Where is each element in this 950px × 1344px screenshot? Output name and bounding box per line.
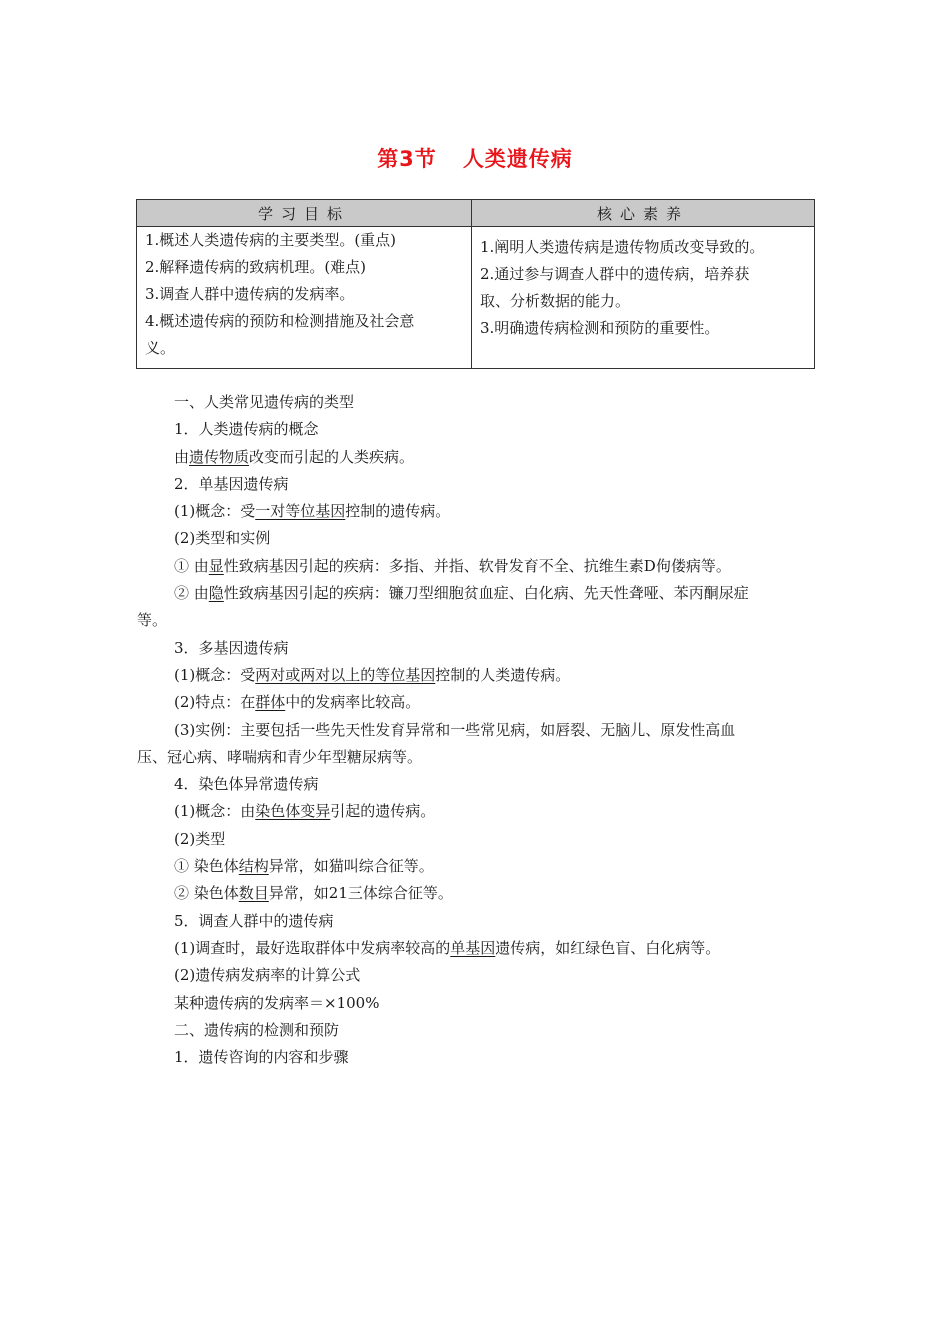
answer-blank: 单基因 [450, 938, 496, 957]
paragraph: 由遗传物质改变而引起的人类疾病。 [174, 447, 415, 466]
section-number: 第3节 [377, 147, 437, 171]
paragraph: (2)类型和实例 [174, 529, 271, 548]
learning-goal: 4.概述遗传病的预防和检测措施及社会意 [145, 312, 415, 330]
paragraph: (2)类型 [174, 829, 226, 848]
subheading: 3．多基因遗传病 [174, 638, 289, 657]
core-literacy-item: 3.明确遗传病检测和预防的重要性。 [480, 319, 720, 337]
subheading: 1．人类遗传病的概念 [174, 420, 319, 439]
answer-blank: 染色体变异 [255, 802, 331, 821]
paragraph: (1)概念：受一对等位基因控制的遗传病。 [174, 502, 451, 521]
paragraph: (1)概念：由染色体变异引起的遗传病。 [174, 802, 436, 821]
answer-blank: 遗传物质 [189, 447, 250, 466]
answer-blank: 数目 [238, 884, 269, 903]
paragraph-continuation: 等。 [137, 611, 168, 630]
formula: 某种遗传病的发病率＝×100% [174, 993, 380, 1012]
page-title [0, 143, 950, 173]
paragraph: (2)遗传病发病率的计算公式 [174, 966, 361, 985]
paragraph: ② 染色体数目异常，如21三体综合征等。 [174, 884, 453, 903]
section-heading: 一、人类常见遗传病的类型 [174, 393, 355, 411]
learning-goals-cell [137, 227, 472, 369]
answer-blank: 隐 [208, 584, 224, 603]
section-heading: 二、遗传病的检测和预防 [174, 1020, 340, 1039]
paragraph: ② 由隐性致病基因引起的疾病：镰刀型细胞贫血症、白化病、先天性聋哑、苯丙酮尿症 [174, 584, 749, 603]
main-content [137, 389, 817, 1071]
paragraph: ① 染色体结构异常，如猫叫综合征等。 [174, 857, 434, 876]
answer-blank: 群体 [255, 693, 286, 712]
answer-blank: 一对等位基因 [255, 502, 346, 521]
paragraph: ① 由显性致病基因引起的疾病：多指、并指、软骨发育不全、抗维生素D佝偻病等。 [174, 556, 731, 575]
learning-goal: 3.调查人群中遗传病的发病率。 [145, 285, 355, 303]
core-literacy-header: 核心素养 [472, 200, 815, 227]
core-literacy-item: 2.通过参与调查人群中的遗传病，培养获 [480, 265, 750, 283]
subheading: 5．调查人群中的遗传病 [174, 911, 334, 930]
paragraph: (1)调查时，最好选取群体中发病率较高的单基因遗传病，如红绿色盲、白化病等。 [174, 938, 721, 957]
learning-goal: 2.解释遗传病的致病机理。(难点) [145, 258, 367, 276]
learning-goals-header: 学习目标 [137, 200, 472, 227]
answer-blank: 结构 [238, 857, 269, 876]
core-literacy-cell [472, 227, 815, 369]
answer-blank: 显 [208, 556, 224, 575]
section-title: 人类遗传病 [462, 147, 573, 171]
goals-table [136, 199, 815, 369]
paragraph-continuation: 压、冠心病、哮喘病和青少年型糖尿病等。 [137, 747, 423, 766]
paragraph: (1)概念：受两对或两对以上的等位基因控制的人类遗传病。 [174, 665, 571, 684]
subheading: 1．遗传咨询的内容和步骤 [174, 1048, 349, 1067]
paragraph: (2)特点：在群体中的发病率比较高。 [174, 693, 421, 712]
subheading: 2．单基因遗传病 [174, 474, 289, 493]
answer-blank: 两对或两对以上的等位基因 [255, 665, 436, 684]
learning-goal: 义。 [145, 339, 176, 357]
core-literacy-item: 取、分析数据的能力。 [480, 292, 631, 310]
learning-goal: 1.概述人类遗传病的主要类型。(重点) [145, 231, 397, 249]
paragraph: (3)实例：主要包括一些先天性发育异常和一些常见病，如唇裂、无脑儿、原发性高血 [174, 720, 736, 739]
subheading: 4．染色体异常遗传病 [174, 775, 319, 794]
core-literacy-item: 1.阐明人类遗传病是遗传物质改变导致的。 [480, 238, 765, 256]
